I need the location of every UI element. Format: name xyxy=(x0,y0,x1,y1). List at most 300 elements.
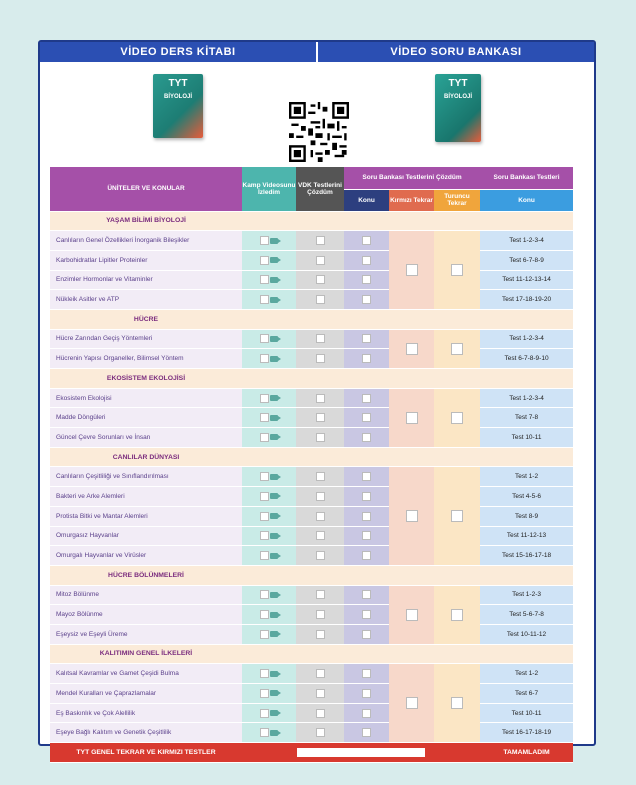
qr-code[interactable] xyxy=(289,102,349,162)
topic-label: Hücrenin Yapısı Organeller, Bilimsel Yöntem xyxy=(50,349,242,369)
kamp-cell xyxy=(242,506,296,526)
section-spacer xyxy=(480,644,573,664)
test-label: Test 16-17-18-19 xyxy=(480,723,573,743)
vdk-checkbox[interactable] xyxy=(316,669,325,678)
test-label: Test 6-7 xyxy=(480,684,573,704)
section-spacer xyxy=(480,309,573,329)
vdk-checkbox[interactable] xyxy=(316,689,325,698)
kamp-checkbox[interactable] xyxy=(260,354,269,363)
test-label: Test 11-12-13-14 xyxy=(480,270,573,290)
konu-checkbox[interactable] xyxy=(362,334,371,343)
topic-label: Bakteri ve Arke Alemleri xyxy=(50,487,242,507)
konu-cell xyxy=(344,467,389,487)
header-sb-tests: Soru Bankası Testleri xyxy=(480,167,573,189)
section-spacer xyxy=(434,211,480,231)
konu-checkbox[interactable] xyxy=(362,472,371,481)
kamp-checkbox[interactable] xyxy=(260,709,269,718)
kamp-cell xyxy=(242,664,296,684)
section-spacer xyxy=(480,369,573,389)
kamp-checkbox[interactable] xyxy=(260,630,269,639)
topic-label: Kalıtsal Kavramlar ve Gamet Çeşidi Bulma xyxy=(50,664,242,684)
konu-cell xyxy=(344,290,389,310)
turuncu-cell xyxy=(434,231,480,310)
section-title: EKOSİSTEM EKOLOJİSİ xyxy=(50,369,242,389)
kamp-cell xyxy=(242,723,296,743)
kamp-cell xyxy=(242,467,296,487)
konu-cell xyxy=(344,250,389,270)
header-turuncu: Turuncu Tekrar xyxy=(434,189,480,211)
video-icon xyxy=(270,592,278,598)
section-spacer xyxy=(344,211,389,231)
konu-checkbox[interactable] xyxy=(362,610,371,619)
konu-checkbox[interactable] xyxy=(362,728,371,737)
section-row xyxy=(50,309,573,329)
konu-cell xyxy=(344,388,389,408)
table-row xyxy=(50,723,573,743)
kamp-checkbox[interactable] xyxy=(260,256,269,265)
kamp-cell xyxy=(242,231,296,251)
vdk-cell xyxy=(296,408,344,428)
kamp-cell xyxy=(242,526,296,546)
topic-label: Canlıların Çeşitliliği ve Sınıflandırılması xyxy=(50,467,242,487)
konu-cell xyxy=(344,585,389,605)
test-label: Test 10-11 xyxy=(480,428,573,448)
table-row xyxy=(50,467,573,487)
table-row xyxy=(50,664,573,684)
konu-cell xyxy=(344,506,389,526)
konu-cell xyxy=(344,270,389,290)
topic-label: Hücre Zarından Geçiş Yöntemleri xyxy=(50,329,242,349)
media-area xyxy=(40,62,594,165)
vdk-checkbox[interactable] xyxy=(316,590,325,599)
footer-done: TAMAMLADIM xyxy=(480,743,573,763)
test-label: Test 10-11-12 xyxy=(480,624,573,644)
test-label: Test 4-5-6 xyxy=(480,487,573,507)
kirmizi-cell xyxy=(389,231,434,310)
section-title: KALITIMIN GENEL İLKELERİ xyxy=(50,644,242,664)
section-row xyxy=(50,447,573,467)
section-spacer xyxy=(344,369,389,389)
test-label: Test 1-2-3-4 xyxy=(480,329,573,349)
section-spacer xyxy=(242,644,296,664)
video-icon xyxy=(270,553,278,559)
topic-label: Omurgasız Hayvanlar xyxy=(50,526,242,546)
konu-cell xyxy=(344,624,389,644)
table-row xyxy=(50,703,573,723)
vdk-cell xyxy=(296,349,344,369)
table-row xyxy=(50,526,573,546)
kamp-checkbox[interactable] xyxy=(260,531,269,540)
table-body xyxy=(50,211,573,743)
table-row xyxy=(50,605,573,625)
vdk-cell xyxy=(296,723,344,743)
konu-cell xyxy=(344,329,389,349)
vdk-checkbox[interactable] xyxy=(316,295,325,304)
test-label: Test 1-2 xyxy=(480,467,573,487)
konu-checkbox[interactable] xyxy=(362,492,371,501)
topic-label: Mayoz Bölünme xyxy=(50,605,242,625)
footer-progress-bar[interactable] xyxy=(297,748,425,757)
video-ders-kitabi-title: VİDEO DERS KİTABI xyxy=(40,42,318,62)
kamp-cell xyxy=(242,546,296,566)
kamp-checkbox[interactable] xyxy=(260,610,269,619)
video-icon xyxy=(270,513,278,519)
table-row xyxy=(50,250,573,270)
kirmizi-checkbox[interactable] xyxy=(406,609,418,621)
konu-checkbox[interactable] xyxy=(362,295,371,304)
konu-checkbox[interactable] xyxy=(362,394,371,403)
konu-checkbox[interactable] xyxy=(362,531,371,540)
topic-label: Karbohidratlar Lipitler Proteinler xyxy=(50,250,242,270)
konu-cell xyxy=(344,664,389,684)
konu-cell xyxy=(344,408,389,428)
konu-checkbox[interactable] xyxy=(362,551,371,560)
topic-label: Mendel Kuralları ve Çaprazlamalar xyxy=(50,684,242,704)
vdk-cell xyxy=(296,290,344,310)
topics-table xyxy=(50,167,573,763)
table-row xyxy=(50,408,573,428)
test-label: Test 11-12-13 xyxy=(480,526,573,546)
turuncu-cell xyxy=(434,467,480,565)
kamp-cell xyxy=(242,408,296,428)
table-row xyxy=(50,585,573,605)
vdk-cell xyxy=(296,703,344,723)
konu-checkbox[interactable] xyxy=(362,433,371,442)
table-row xyxy=(50,349,573,369)
konu-cell xyxy=(344,546,389,566)
table-row xyxy=(50,290,573,310)
konu-checkbox[interactable] xyxy=(362,512,371,521)
turuncu-checkbox[interactable] xyxy=(451,609,463,621)
konu-checkbox[interactable] xyxy=(362,630,371,639)
vdk-checkbox[interactable] xyxy=(316,433,325,442)
section-spacer xyxy=(296,565,344,585)
table-row xyxy=(50,270,573,290)
section-spacer xyxy=(344,565,389,585)
section-spacer xyxy=(296,447,344,467)
test-label: Test 10-11 xyxy=(480,703,573,723)
turuncu-cell xyxy=(434,664,480,743)
kamp-checkbox[interactable] xyxy=(260,512,269,521)
konu-checkbox[interactable] xyxy=(362,413,371,422)
video-icon xyxy=(270,336,278,342)
vdk-cell xyxy=(296,605,344,625)
topic-label: Eş Baskınlık ve Çok Alellilik xyxy=(50,703,242,723)
topic-label: Madde Döngüleri xyxy=(50,408,242,428)
section-row xyxy=(50,369,573,389)
section-spacer xyxy=(389,565,434,585)
konu-checkbox[interactable] xyxy=(362,590,371,599)
kamp-cell xyxy=(242,349,296,369)
turuncu-cell xyxy=(434,585,480,644)
kamp-cell xyxy=(242,605,296,625)
table-row xyxy=(50,487,573,507)
vdk-checkbox[interactable] xyxy=(316,236,325,245)
test-label: Test 5-6-7-8 xyxy=(480,605,573,625)
kirmizi-checkbox[interactable] xyxy=(406,510,418,522)
vdk-checkbox[interactable] xyxy=(316,492,325,501)
kirmizi-cell xyxy=(389,585,434,644)
konu-cell xyxy=(344,487,389,507)
vdk-checkbox[interactable] xyxy=(316,551,325,560)
table-row xyxy=(50,388,573,408)
turuncu-cell xyxy=(434,388,480,447)
vdk-cell xyxy=(296,487,344,507)
test-label: Test 6-7-8-9 xyxy=(480,250,573,270)
kamp-cell xyxy=(242,487,296,507)
kirmizi-checkbox[interactable] xyxy=(406,343,418,355)
konu-cell xyxy=(344,231,389,251)
topic-label: Mitoz Bölünme xyxy=(50,585,242,605)
video-icon xyxy=(270,238,278,244)
konu-checkbox[interactable] xyxy=(362,256,371,265)
konu-checkbox[interactable] xyxy=(362,236,371,245)
section-spacer xyxy=(242,309,296,329)
header-unit: ÜNİTELER VE KONULAR xyxy=(50,167,242,211)
footer-progress[interactable] xyxy=(242,743,480,763)
kamp-checkbox[interactable] xyxy=(260,669,269,678)
section-spacer xyxy=(344,447,389,467)
topic-label: Protista Bitki ve Mantar Alemleri xyxy=(50,506,242,526)
vdk-checkbox[interactable] xyxy=(316,354,325,363)
header-konu-tests: Konu xyxy=(480,189,573,211)
kamp-checkbox[interactable] xyxy=(260,728,269,737)
footer-row xyxy=(50,743,573,763)
vdk-checkbox[interactable] xyxy=(316,394,325,403)
kamp-checkbox[interactable] xyxy=(260,236,269,245)
vdk-cell xyxy=(296,684,344,704)
soru-bankasi-cover xyxy=(435,74,481,142)
kirmizi-checkbox[interactable] xyxy=(406,412,418,424)
video-icon xyxy=(270,277,278,283)
vdk-checkbox[interactable] xyxy=(316,275,325,284)
section-spacer xyxy=(389,309,434,329)
turuncu-cell xyxy=(434,329,480,368)
kamp-checkbox[interactable] xyxy=(260,334,269,343)
checklist-card xyxy=(38,40,596,757)
section-spacer xyxy=(389,211,434,231)
kamp-cell xyxy=(242,270,296,290)
section-spacer xyxy=(480,211,573,231)
vdk-checkbox[interactable] xyxy=(316,512,325,521)
video-icon xyxy=(270,356,278,362)
turuncu-checkbox[interactable] xyxy=(451,343,463,355)
kirmizi-checkbox[interactable] xyxy=(406,264,418,276)
soru-bankasi-subject: BİYOLOJİ xyxy=(443,94,472,100)
test-label: Test 1-2-3 xyxy=(480,585,573,605)
section-spacer xyxy=(344,309,389,329)
konu-checkbox[interactable] xyxy=(362,354,371,363)
section-spacer xyxy=(296,644,344,664)
table-row xyxy=(50,546,573,566)
topic-label: Nükleik Asitler ve ATP xyxy=(50,290,242,310)
video-icon xyxy=(270,533,278,539)
video-icon xyxy=(270,257,278,263)
kamp-cell xyxy=(242,585,296,605)
test-label: Test 1-2 xyxy=(480,664,573,684)
vdk-cell xyxy=(296,467,344,487)
section-spacer xyxy=(434,309,480,329)
section-title: CANLILAR DÜNYASI xyxy=(50,447,242,467)
konu-cell xyxy=(344,684,389,704)
kirmizi-cell xyxy=(389,329,434,368)
section-title: YAŞAM BİLİMİ BİYOLOJİ xyxy=(50,211,242,231)
video-icon xyxy=(270,415,278,421)
turuncu-checkbox[interactable] xyxy=(451,697,463,709)
section-spacer xyxy=(434,644,480,664)
table-row xyxy=(50,329,573,349)
section-spacer xyxy=(480,447,573,467)
topic-label: Canlıların Genel Özellikleri İnorganik Bileşikler xyxy=(50,231,242,251)
vdk-checkbox[interactable] xyxy=(316,472,325,481)
kamp-checkbox[interactable] xyxy=(260,295,269,304)
table-row xyxy=(50,428,573,448)
konu-checkbox[interactable] xyxy=(362,669,371,678)
konu-cell xyxy=(344,349,389,369)
kamp-cell xyxy=(242,290,296,310)
turuncu-checkbox[interactable] xyxy=(451,510,463,522)
video-icon xyxy=(270,631,278,637)
section-spacer xyxy=(389,644,434,664)
kamp-cell xyxy=(242,684,296,704)
kamp-cell xyxy=(242,388,296,408)
kamp-cell xyxy=(242,329,296,349)
turuncu-checkbox[interactable] xyxy=(451,412,463,424)
kirmizi-cell xyxy=(389,467,434,565)
section-spacer xyxy=(434,565,480,585)
test-label: Test 17-18-19-20 xyxy=(480,290,573,310)
video-icon xyxy=(270,474,278,480)
video-icon xyxy=(270,297,278,303)
konu-checkbox[interactable] xyxy=(362,689,371,698)
vdk-cell xyxy=(296,388,344,408)
header-kamp: Kamp Videosunu İzledim xyxy=(242,167,296,211)
konu-cell xyxy=(344,723,389,743)
soru-bankasi-brand: TYT xyxy=(448,78,468,89)
header-sb-group: Soru Bankası Testlerini Çözdüm xyxy=(344,167,480,189)
table-row xyxy=(50,624,573,644)
vdk-checkbox[interactable] xyxy=(316,531,325,540)
test-label: Test 8-9 xyxy=(480,506,573,526)
kamp-checkbox[interactable] xyxy=(260,394,269,403)
kamp-checkbox[interactable] xyxy=(260,492,269,501)
vdk-cell xyxy=(296,664,344,684)
test-label: Test 7-8 xyxy=(480,408,573,428)
section-spacer xyxy=(242,211,296,231)
video-icon xyxy=(270,730,278,736)
section-spacer xyxy=(296,309,344,329)
kamp-cell xyxy=(242,703,296,723)
topic-label: Omurgalı Hayvanlar ve Virüsler xyxy=(50,546,242,566)
kamp-checkbox[interactable] xyxy=(260,433,269,442)
section-row xyxy=(50,565,573,585)
kirmizi-checkbox[interactable] xyxy=(406,697,418,709)
kirmizi-cell xyxy=(389,388,434,447)
vdk-cell xyxy=(296,250,344,270)
section-title: HÜCRE BÖLÜNMELERİ xyxy=(50,565,242,585)
footer-label: TYT GENEL TEKRAR VE KIRMIZI TESTLER xyxy=(50,743,242,763)
ders-kitabi-brand: TYT xyxy=(168,78,188,89)
table-row xyxy=(50,684,573,704)
vdk-cell xyxy=(296,546,344,566)
vdk-cell xyxy=(296,270,344,290)
kamp-checkbox[interactable] xyxy=(260,551,269,560)
table-row xyxy=(50,506,573,526)
section-spacer xyxy=(389,447,434,467)
vdk-cell xyxy=(296,506,344,526)
vdk-checkbox[interactable] xyxy=(316,610,325,619)
vdk-checkbox[interactable] xyxy=(316,413,325,422)
vdk-checkbox[interactable] xyxy=(316,334,325,343)
vdk-checkbox[interactable] xyxy=(316,630,325,639)
konu-cell xyxy=(344,428,389,448)
kamp-cell xyxy=(242,250,296,270)
section-spacer xyxy=(344,644,389,664)
vdk-cell xyxy=(296,329,344,349)
section-spacer xyxy=(242,565,296,585)
header-bar xyxy=(40,42,594,62)
vdk-cell xyxy=(296,526,344,546)
kamp-checkbox[interactable] xyxy=(260,413,269,422)
section-row xyxy=(50,644,573,664)
section-title: HÜCRE xyxy=(50,309,242,329)
kirmizi-cell xyxy=(389,664,434,743)
vdk-checkbox[interactable] xyxy=(316,709,325,718)
video-icon xyxy=(270,612,278,618)
topic-label: Enzimler Hormonlar ve Vitaminler xyxy=(50,270,242,290)
topic-label: Ekosistem Ekolojisi xyxy=(50,388,242,408)
topic-label: Eşeysiz ve Eşeyli Üreme xyxy=(50,624,242,644)
section-spacer xyxy=(389,369,434,389)
section-spacer xyxy=(242,447,296,467)
section-spacer xyxy=(296,211,344,231)
section-spacer xyxy=(296,369,344,389)
section-spacer xyxy=(434,369,480,389)
section-spacer xyxy=(242,369,296,389)
video-soru-bankasi-title: VİDEO SORU BANKASI xyxy=(390,46,522,58)
header-konu: Konu xyxy=(344,189,389,211)
video-icon xyxy=(270,434,278,440)
konu-cell xyxy=(344,605,389,625)
section-spacer xyxy=(434,447,480,467)
topic-label: Güncel Çevre Sorunları ve İnsan xyxy=(50,428,242,448)
turuncu-checkbox[interactable] xyxy=(451,264,463,276)
video-icon xyxy=(270,395,278,401)
ders-kitabi-cover xyxy=(153,74,203,138)
kamp-cell xyxy=(242,428,296,448)
vdk-checkbox[interactable] xyxy=(316,256,325,265)
video-icon xyxy=(270,710,278,716)
vdk-checkbox[interactable] xyxy=(316,728,325,737)
topic-label: Eşeye Bağlı Kalıtım ve Genetik Çeşitlilik xyxy=(50,723,242,743)
header-kirmizi: Kırmızı Tekrar xyxy=(389,189,434,211)
test-label: Test 1-2-3-4 xyxy=(480,388,573,408)
video-icon xyxy=(270,671,278,677)
ders-kitabi-subject: BİYOLOJİ xyxy=(163,94,192,100)
section-row xyxy=(50,211,573,231)
vdk-cell xyxy=(296,624,344,644)
kamp-checkbox[interactable] xyxy=(260,275,269,284)
test-label: Test 15-16-17-18 xyxy=(480,546,573,566)
konu-checkbox[interactable] xyxy=(362,275,371,284)
test-label: Test 1-2-3-4 xyxy=(480,231,573,251)
kamp-checkbox[interactable] xyxy=(260,590,269,599)
kamp-checkbox[interactable] xyxy=(260,689,269,698)
kamp-cell xyxy=(242,624,296,644)
kamp-checkbox[interactable] xyxy=(260,472,269,481)
video-icon xyxy=(270,493,278,499)
konu-checkbox[interactable] xyxy=(362,709,371,718)
